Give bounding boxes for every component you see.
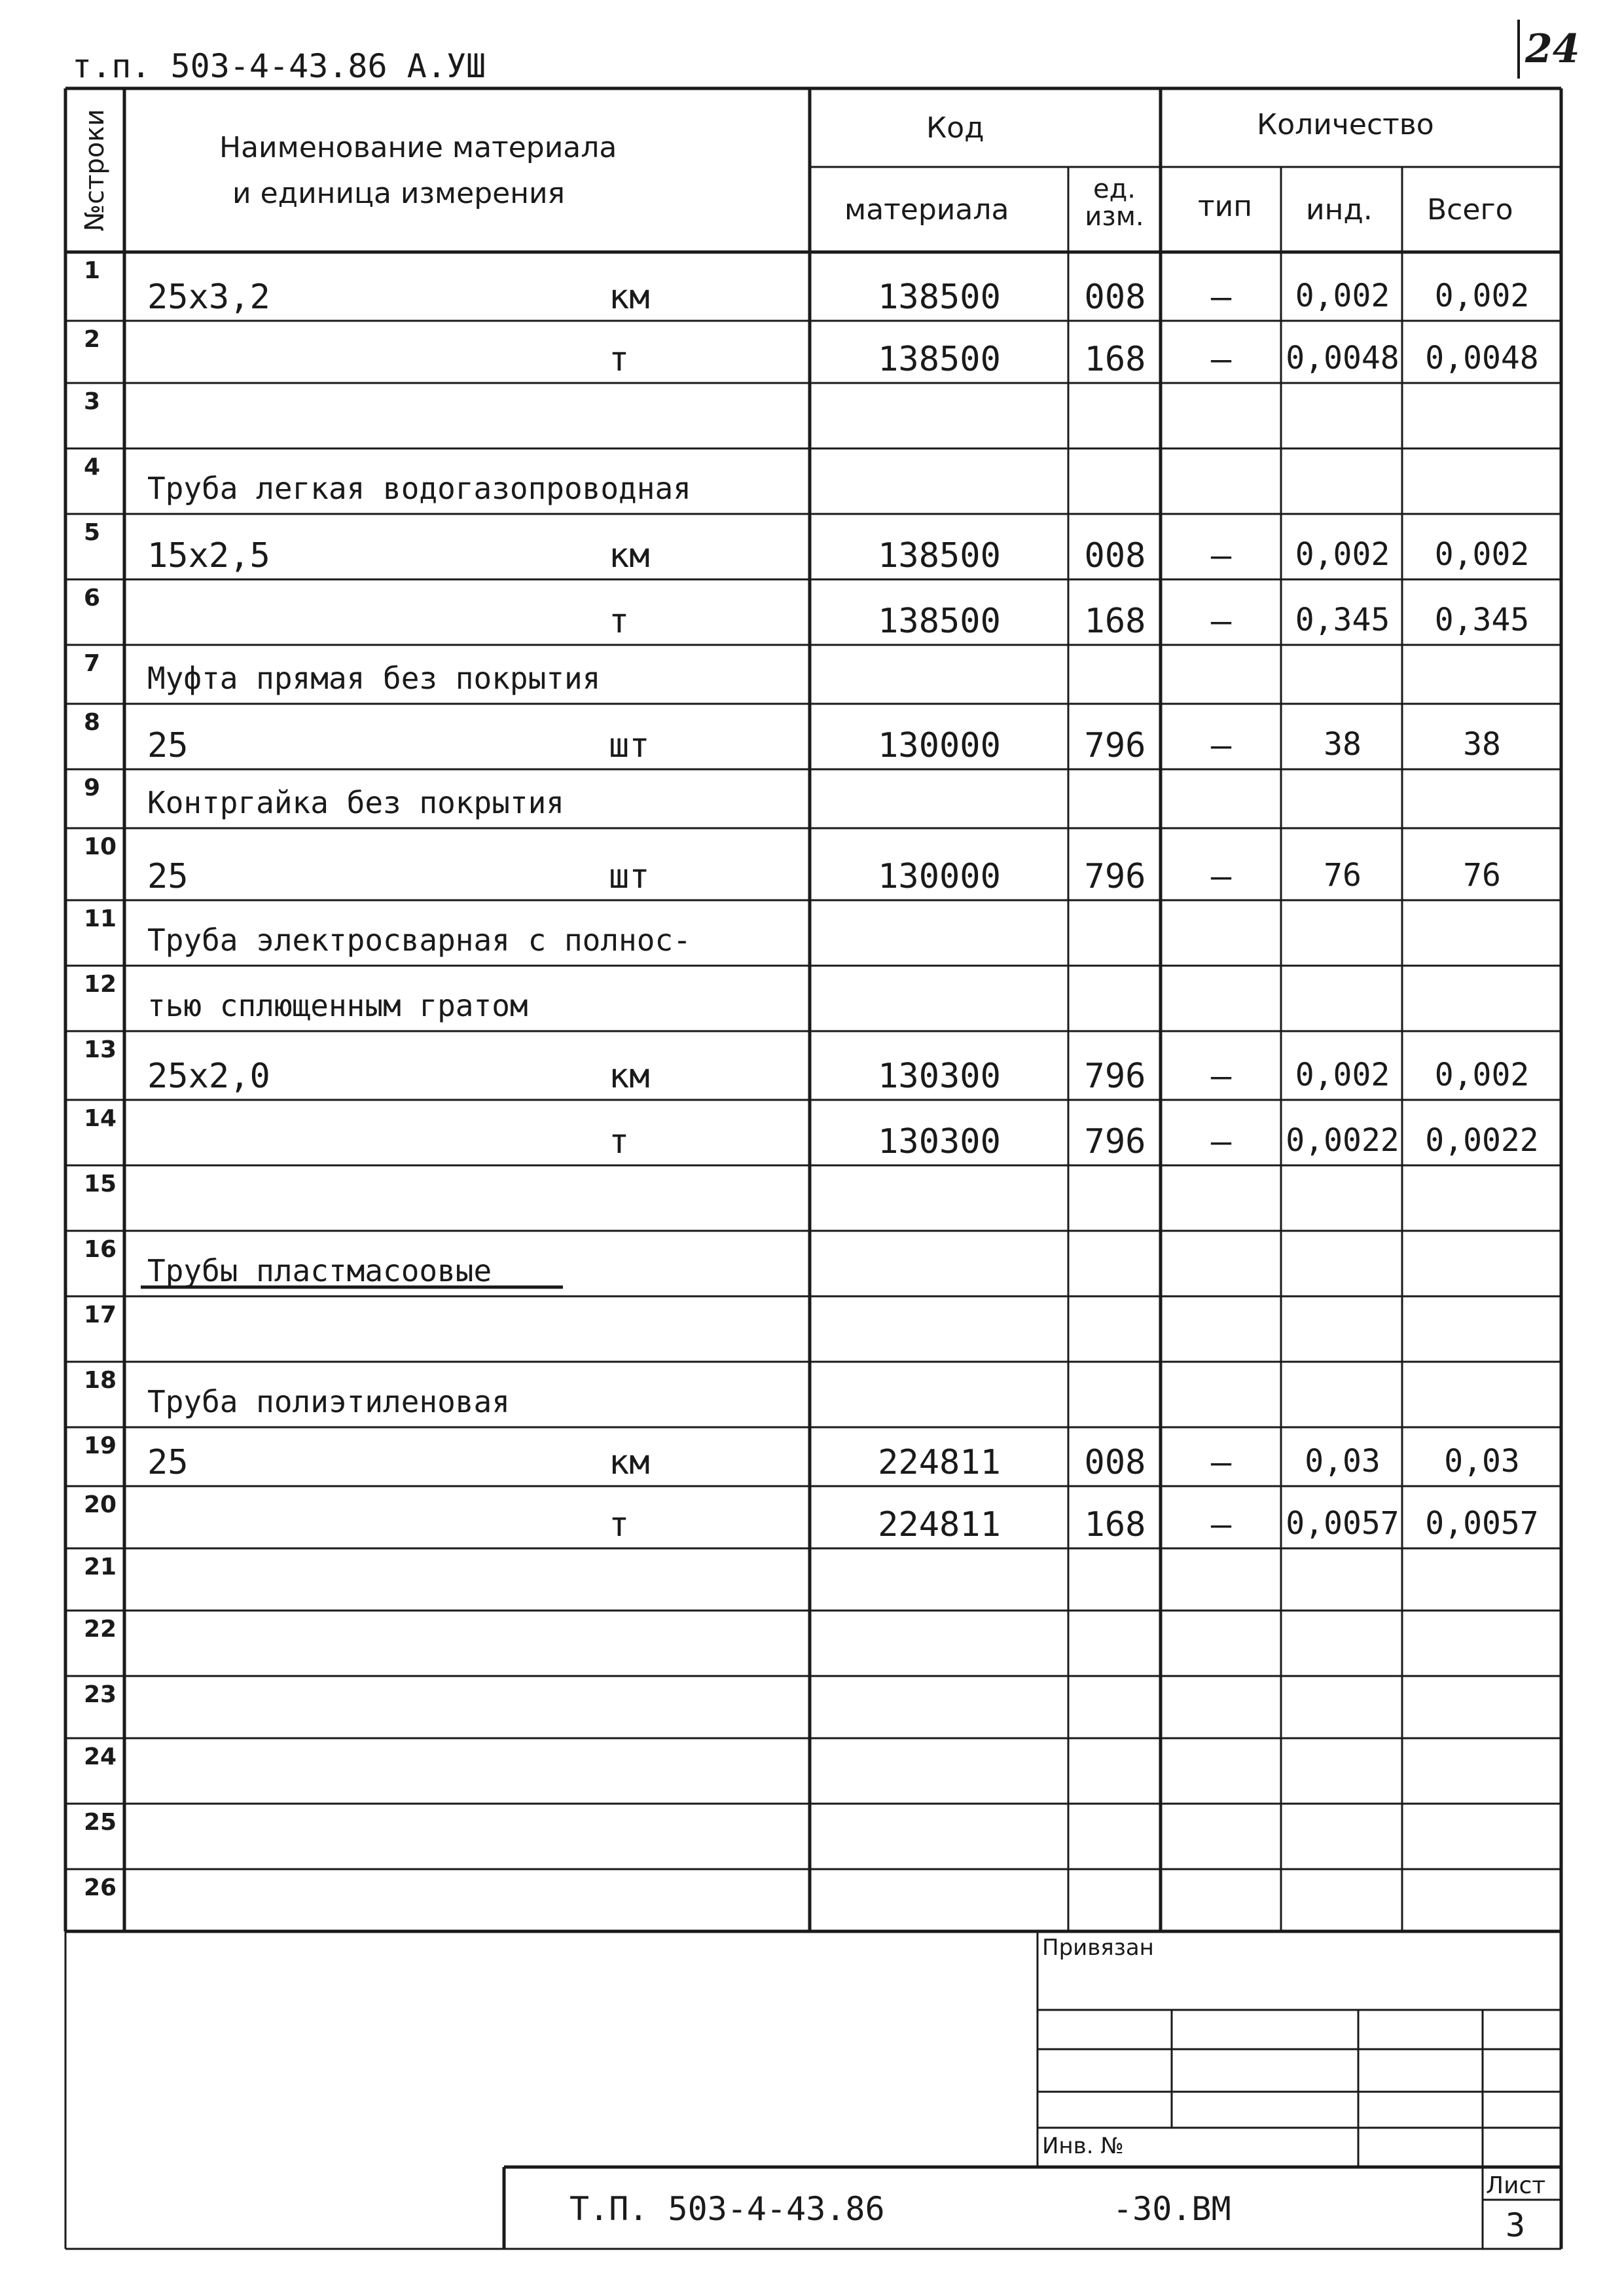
row-unit: км: [609, 1057, 650, 1096]
row-material-code: 130000: [878, 726, 1001, 765]
header-qty-ind: инд.: [1306, 193, 1373, 227]
row-total: 0,002: [1434, 278, 1530, 314]
row-type: –: [1210, 726, 1232, 765]
row-unit: т: [609, 1122, 630, 1161]
row-name: Трубы пластмасоовые: [147, 1253, 492, 1288]
row-number: 11: [84, 905, 117, 932]
row-total: 0,002: [1434, 536, 1530, 573]
header-code: Код: [926, 111, 984, 145]
header-code-material: материала: [844, 193, 1009, 227]
row-number: 20: [84, 1491, 117, 1518]
row-name: тью сплющенным гратом: [147, 988, 528, 1023]
row-number: 22: [84, 1616, 117, 1643]
row-number: 10: [84, 833, 117, 860]
stamp-inv-no: Инв. №: [1042, 2133, 1124, 2159]
row-material-code: 138500: [878, 602, 1001, 641]
row-number: 1: [84, 257, 101, 284]
row-total: 0,0022: [1425, 1122, 1539, 1159]
header-code-unit: ед. изм.: [1085, 174, 1144, 232]
row-unit-code: 168: [1084, 602, 1146, 641]
header-qty-total: Всего: [1427, 193, 1513, 227]
header-row-number: №строки: [80, 109, 110, 232]
header-qty-type: тип: [1198, 190, 1252, 223]
row-total: 76: [1463, 857, 1501, 894]
row-type: –: [1210, 536, 1232, 575]
row-number: 15: [84, 1171, 117, 1197]
row-unit-code: 796: [1084, 857, 1146, 896]
row-number: 9: [84, 774, 101, 801]
row-unit: км: [609, 278, 650, 317]
row-number: 5: [84, 519, 101, 546]
row-unit-code: 796: [1084, 1122, 1146, 1161]
row-number: 8: [84, 709, 101, 736]
row-ind: 76: [1324, 857, 1362, 894]
row-type: –: [1210, 340, 1232, 379]
row-total: 38: [1463, 726, 1501, 763]
row-material-code: 138500: [878, 340, 1001, 379]
row-unit: т: [609, 340, 630, 379]
header-quantity: Количество: [1257, 108, 1434, 141]
row-type: –: [1210, 602, 1232, 641]
stamp-sheet-number: 3: [1506, 2206, 1526, 2244]
row-number: 19: [84, 1432, 117, 1459]
row-ind: 0,03: [1305, 1443, 1380, 1480]
row-material-code: 138500: [878, 536, 1001, 575]
row-ind: 0,002: [1295, 536, 1390, 573]
row-ind: 0,0048: [1286, 340, 1399, 376]
row-unit-code: 008: [1084, 1443, 1146, 1482]
row-material-code: 130000: [878, 857, 1001, 896]
row-unit: т: [609, 602, 630, 641]
row-unit: км: [609, 536, 650, 575]
row-type: –: [1210, 1122, 1232, 1161]
row-material-code: 224811: [878, 1505, 1001, 1544]
row-total: 0,0048: [1425, 340, 1539, 376]
header-name-line1: Наименование материала: [219, 131, 617, 164]
row-name: 15х2,5: [147, 536, 270, 575]
row-name: 25: [147, 1443, 189, 1482]
stamp-designation: Т.П. 503-4-43.86: [569, 2190, 885, 2228]
row-name: 25: [147, 857, 189, 896]
row-unit-code: 168: [1084, 340, 1146, 379]
row-number: 17: [84, 1302, 117, 1328]
stamp-privyazan: Привязан: [1042, 1935, 1154, 1961]
row-material-code: 130300: [878, 1057, 1001, 1096]
row-ind: 0,0022: [1286, 1122, 1399, 1159]
row-type: –: [1210, 1505, 1232, 1544]
row-material-code: 130300: [878, 1122, 1001, 1161]
row-unit-code: 796: [1084, 726, 1146, 765]
row-name: Труба полиэтиленовая: [147, 1384, 510, 1419]
row-total: 0,0057: [1425, 1505, 1539, 1542]
stamp-designation-suffix: -30.ВМ: [1113, 2190, 1231, 2228]
row-total: 0,03: [1444, 1443, 1520, 1480]
row-name: Труба легкая водогазопроводная: [147, 471, 691, 506]
row-name: 25: [147, 726, 189, 765]
row-unit: шт: [609, 857, 650, 896]
row-number: 26: [84, 1874, 117, 1901]
row-unit-code: 008: [1084, 536, 1146, 575]
row-name: 25х2,0: [147, 1057, 270, 1096]
row-type: –: [1210, 857, 1232, 896]
row-number: 25: [84, 1809, 117, 1836]
row-material-code: 138500: [878, 278, 1001, 317]
row-name: 25х3,2: [147, 278, 270, 317]
row-type: –: [1210, 1057, 1232, 1096]
row-number: 13: [84, 1036, 117, 1063]
row-ind: 0,345: [1295, 602, 1390, 638]
row-total: 0,002: [1434, 1057, 1530, 1093]
row-name: Контргайка без покрытия: [147, 785, 564, 820]
row-unit: т: [609, 1505, 630, 1544]
row-number: 12: [84, 971, 117, 998]
row-ind: 0,002: [1295, 278, 1390, 314]
document-reference: т.п. 503-4-43.86 А.УШ: [72, 47, 486, 85]
row-number: 21: [84, 1554, 117, 1580]
row-name: Труба электросварная с полнос-: [147, 922, 691, 958]
row-number: 6: [84, 585, 101, 611]
row-number: 14: [84, 1105, 117, 1132]
row-ind: 0,0057: [1286, 1505, 1399, 1542]
row-number: 23: [84, 1681, 117, 1708]
row-number: 24: [84, 1743, 117, 1770]
row-ind: 38: [1324, 726, 1362, 763]
row-type: –: [1210, 278, 1232, 317]
row-number: 18: [84, 1367, 117, 1394]
row-unit-code: 008: [1084, 278, 1146, 317]
row-unit: шт: [609, 726, 650, 765]
row-number: 16: [84, 1236, 117, 1263]
row-type: –: [1210, 1443, 1232, 1482]
row-name: Муфта прямая без покрытия: [147, 661, 601, 696]
header-name-line2: и единица измерения: [232, 177, 566, 210]
row-unit-code: 796: [1084, 1057, 1146, 1096]
row-unit: км: [609, 1443, 650, 1482]
row-material-code: 224811: [878, 1443, 1001, 1482]
row-number: 2: [84, 326, 101, 353]
row-total: 0,345: [1434, 602, 1530, 638]
stamp-sheet-label: Лист: [1486, 2172, 1546, 2199]
row-unit-code: 168: [1084, 1505, 1146, 1544]
row-number: 7: [84, 650, 101, 677]
row-number: 4: [84, 454, 101, 481]
page-number: 24: [1525, 26, 1580, 72]
row-number: 3: [84, 388, 101, 415]
row-ind: 0,002: [1295, 1057, 1390, 1093]
